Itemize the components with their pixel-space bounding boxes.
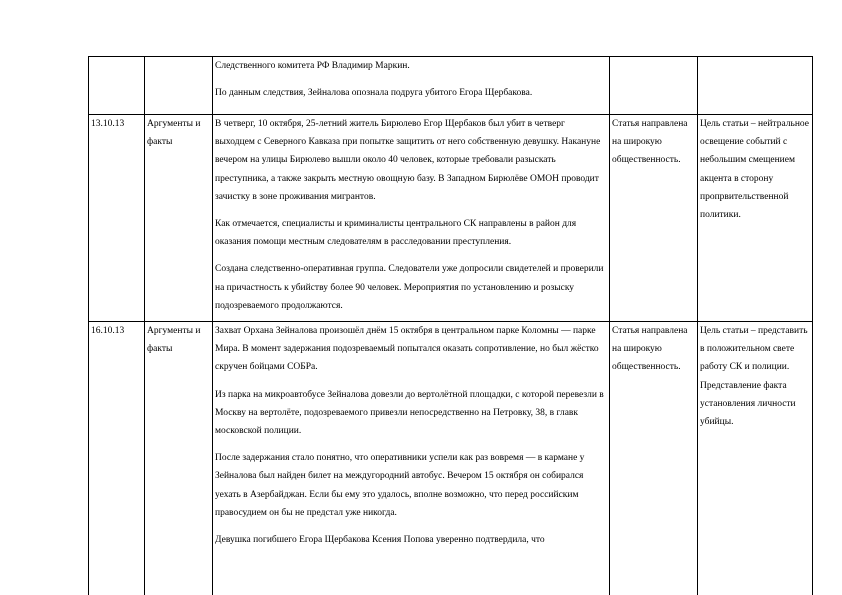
- goal-cell: [698, 57, 813, 115]
- table-row: [89, 322, 813, 595]
- source-cell: Аргументы и факты: [145, 322, 213, 595]
- text-cell: [213, 57, 610, 115]
- date-cell: 16.10.13: [89, 322, 145, 595]
- table-row: [89, 57, 813, 115]
- text-cell: [213, 322, 610, 595]
- text-paragraph: Девушка погибшего Егора Щербакова Ксения Попова уверенно подтвердила, что: [215, 535, 545, 546]
- date-cell: [89, 57, 145, 115]
- source-cell: [145, 57, 213, 115]
- direction-cell: Статья направлена на широкую общественность.: [610, 115, 698, 322]
- text-paragraph: Следственного комитета РФ Владимир Маркин.: [215, 61, 410, 71]
- table-row: [89, 115, 813, 322]
- media-analysis-table: [88, 56, 813, 595]
- direction-cell: Статья направлена на широкую общественность.: [610, 322, 698, 595]
- text-paragraph: Из парка на микроавтобусе Зейналова довезли до вертолётной площадки, с которой перевезли в Москву на вертолёте, подозреваемого привезли непосредственно на Петровку, 38, в главк московской полиции.: [215, 389, 604, 437]
- date-cell: 13.10.13: [89, 115, 145, 322]
- text-paragraph: Как отмечается, специалисты и криминалисты центрального СК направлены в район для оказания помощи местным следователям в расследовании преступления.: [215, 219, 577, 248]
- direction-cell: [610, 57, 698, 115]
- text-paragraph: По данным следствия, Зейналова опознала подруга убитого Егора Щербакова.: [215, 88, 533, 99]
- text-paragraph: В четверг, 10 октября, 25-летний житель Бирюлево Егор Щербаков был убит в четверг выходцем с Северного Кавказа при попытке защитить от него собственную девушку. Накануне вечером на улицы Бирюлево вышли около 40 человек, которые требовали разыскать преступника, а также закрыть местную овощную базу. В Западном Бирюлёве ОМОН проводит зачистку в зоне проживания мигрантов.: [215, 119, 601, 202]
- text-paragraph: Создана следственно-оперативная группа. Следователи уже допросили свидетелей и проверили на причастность к убийству более 90 человек. Мероприятия по установлению и розыску подозреваемого продолжаются.: [215, 264, 604, 311]
- goal-cell: Цель статьи – нейтральное освещение событий с небольшим смещением акцента в сторону пропрвительственной политики.: [698, 115, 813, 322]
- text-paragraph: Захват Орхана Зейналова произошёл днём 15 октября в центральном парке Коломны — парке Мира. В момент задержания подозреваемый попытался оказать сопротивление, но был жёстко скручен бойцами СОБРа.: [215, 326, 599, 373]
- text-paragraph: После задержания стало понятно, что оперативники успели как раз вовремя — в кармане у Зейналова был найден билет на междугородний автобус. Вечером 15 октября он собирался уехать в Азербайджан. Если бы ему это удалось, вполне возможно, что перед российским правосудием он бы не предстал уже никогда.: [215, 453, 585, 518]
- text-cell: [213, 115, 610, 322]
- source-cell: Аргументы и факты: [145, 115, 213, 322]
- goal-cell: Цель статьи – представить в положительном свете работу СК и полиции. Представление факта установления личности убийцы.: [698, 322, 813, 595]
